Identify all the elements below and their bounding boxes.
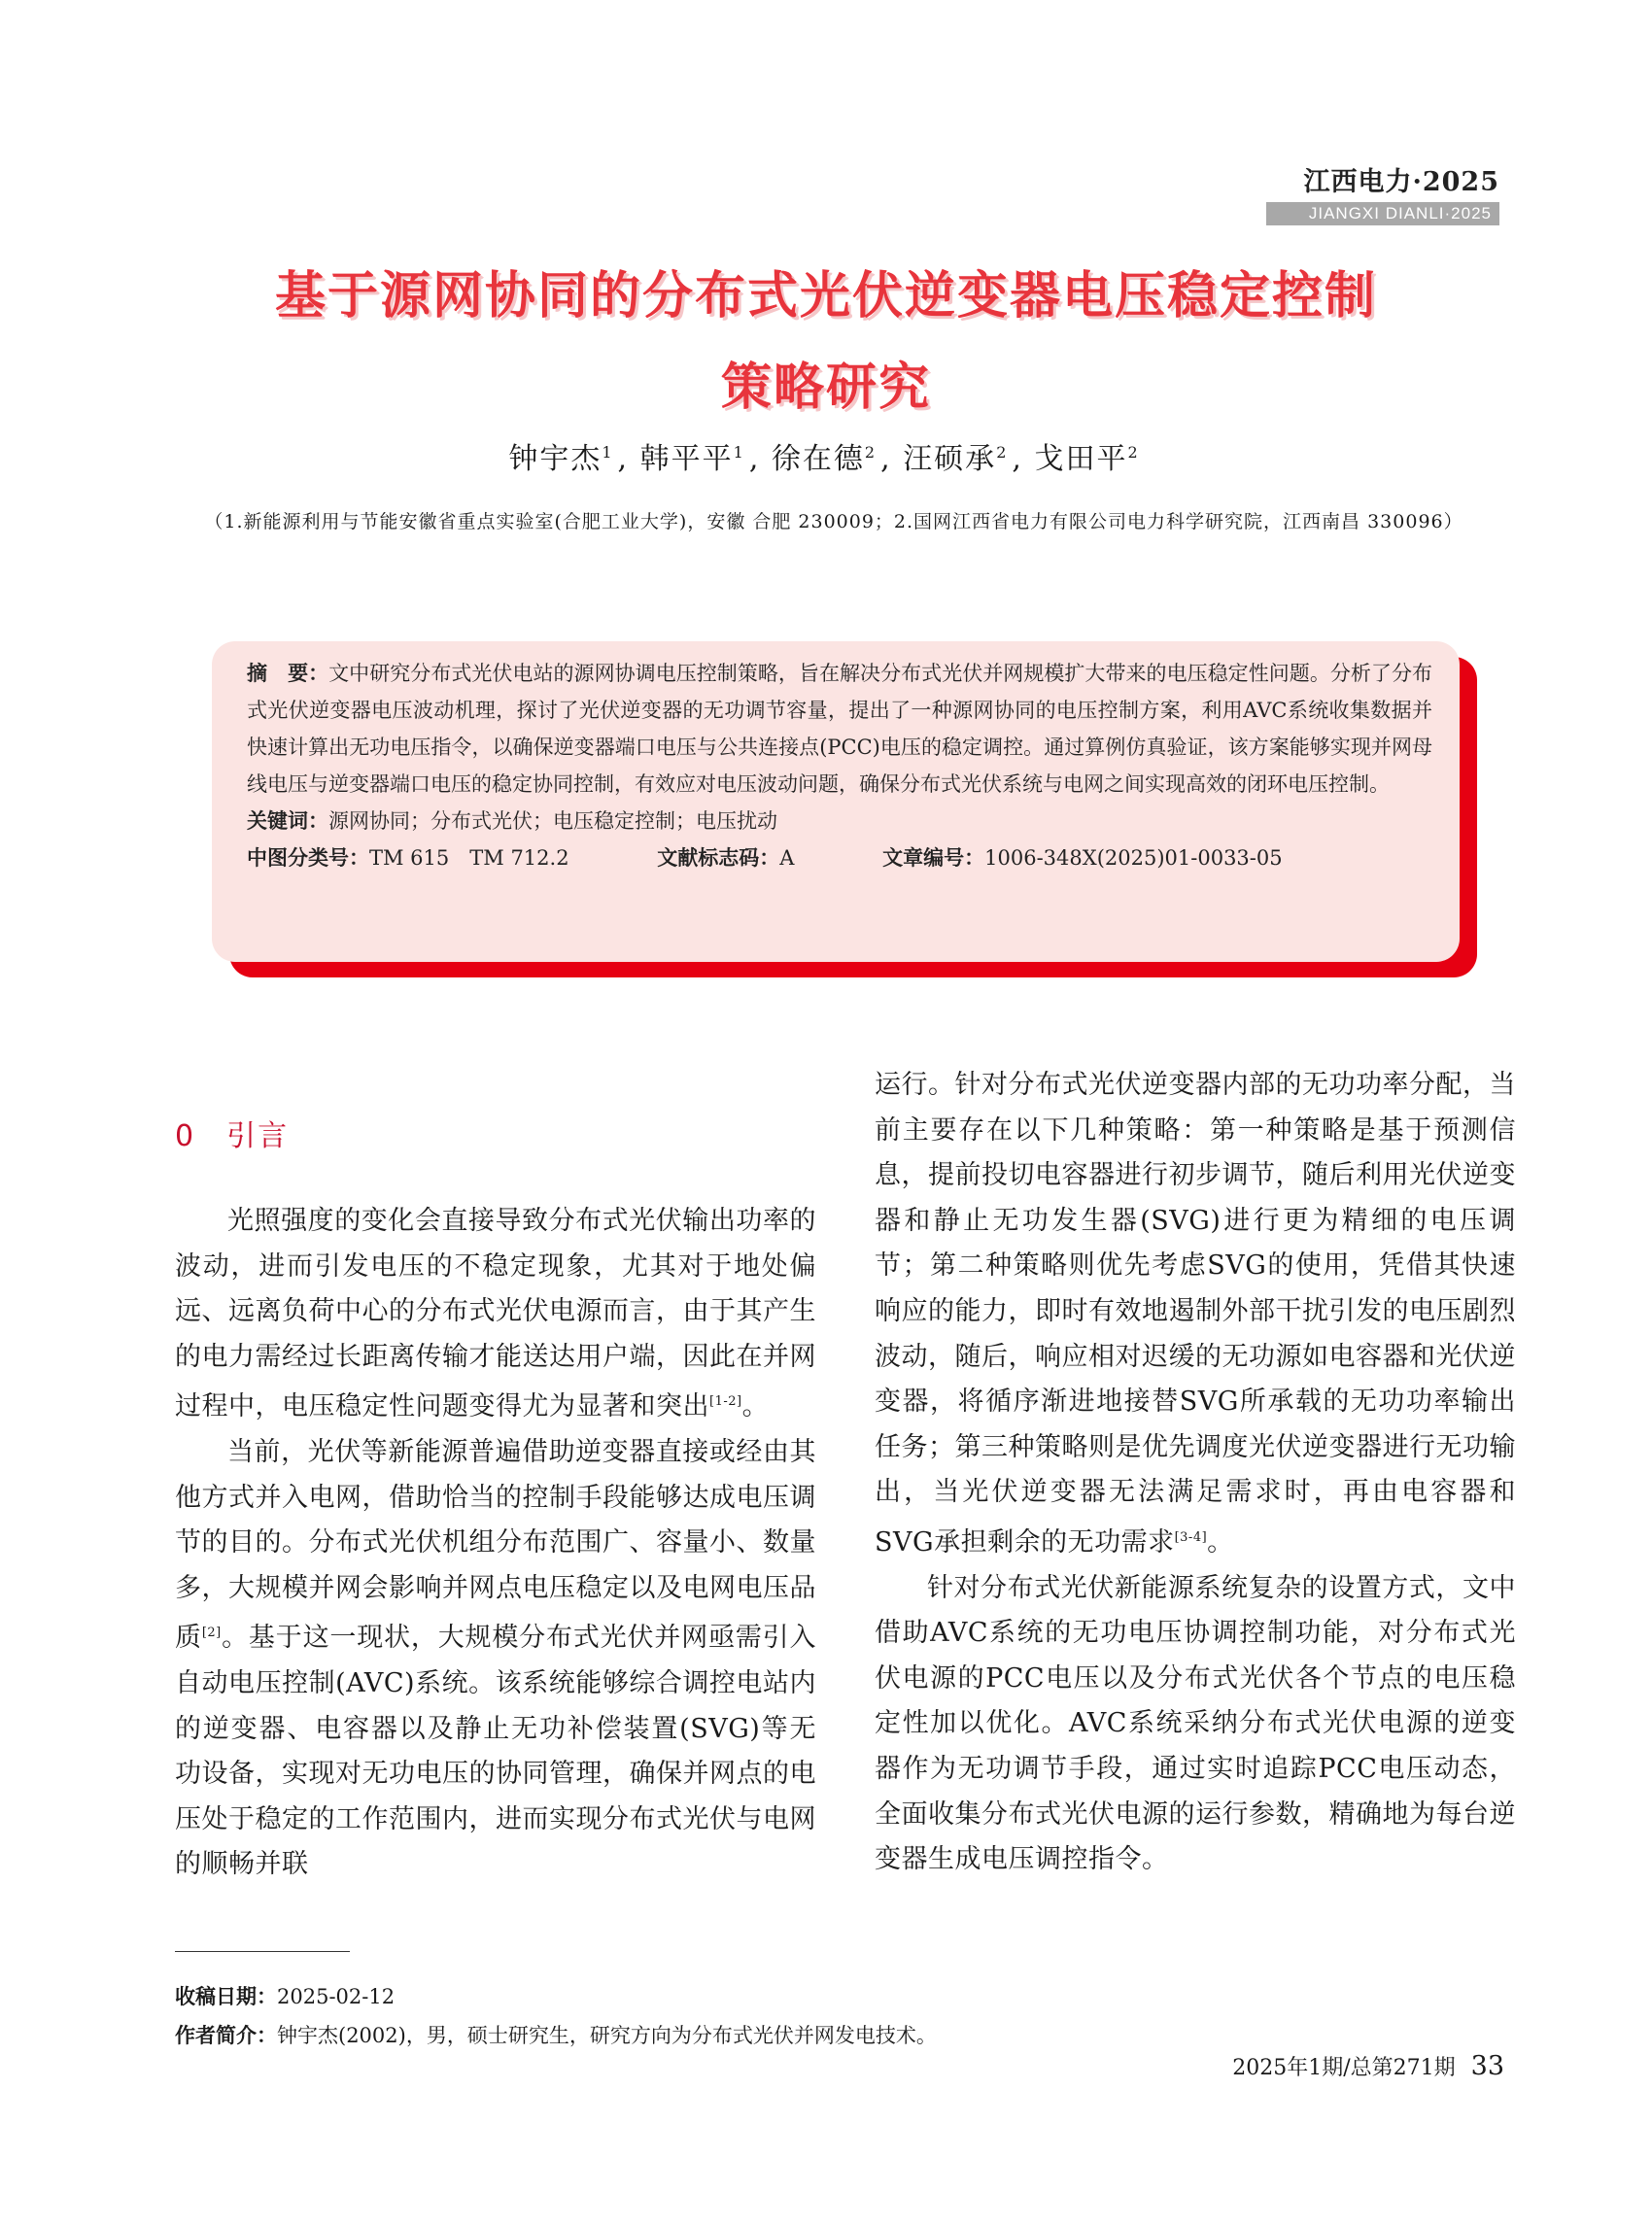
- paragraph-text: 光照强度的变化会直接导致分布式光伏输出功率的波动，进而引发电压的不稳定现象，尤其对于地处偏远、远离负荷中心的分布式光伏电源而言，由于其产生的电力需经过长距离传输才能送达用户端，因此在并网过程中，电压稳定性问题变得尤为显著和突出: [175, 1206, 816, 1422]
- section-heading: [175, 1112, 289, 1154]
- section-number: 0: [175, 1119, 196, 1153]
- affiliations: （1.新能源利用与节能安徽省重点实验室(合肥工业大学)，安徽 合肥 230009；2.国网江西省电力有限公司电力科学研究院，江西南昌 330096）: [204, 511, 1463, 532]
- journal-header: [1266, 165, 1499, 225]
- author-separator: ,: [1012, 442, 1023, 476]
- author-name: 汪硕承: [903, 442, 997, 476]
- body-paragraph-continued: [875, 1063, 1516, 1566]
- journal-name-cn: 江西电力·2025: [1303, 167, 1499, 197]
- received-value: 2025-02-12: [277, 1985, 396, 2008]
- abstract-text: 文中研究分布式光伏电站的源网协调电压控制策略，旨在解决分布式光伏并网规模扩大带来的电压稳定性问题。分析了分布式光伏逆变器电压波动机理，探讨了光伏逆变器的无功调节容量，提出了一种源网协同的电压控制方案，利用AVC系统收集数据并快速计算出无功电压指令，以确保逆变器端口电压与公共连接点(PCC)电压的稳定调控。通过算例仿真验证，该方案能够实现并网母线电压与逆变器端口电压的稳定协同控制，有效应对电压波动问题，确保分布式光伏系统与电网之间实现高效的闭环电压控制。: [247, 662, 1432, 796]
- author-affiliation-mark: 2: [864, 443, 878, 462]
- body-paragraph: [175, 1199, 816, 1430]
- author-name: 戈田平: [1034, 442, 1128, 476]
- body-paragraph: 针对分布式光伏新能源系统复杂的设置方式，文中借助AVC系统的无功电压协调控制功能，对分布式光伏电源的PCC电压以及分布式光伏各个节点的电压稳定性加以优化。AVC系统采纳分布式光伏电源的逆变器作为无功调节手段，通过实时追踪PCC电压动态，全面收集分布式光伏电源的运行参数，精确地为每台逆变器生成电压调控指令。: [875, 1572, 1516, 1875]
- paragraph-end: 。: [741, 1391, 770, 1422]
- doc-code-label: 文献标志码：: [657, 845, 780, 870]
- author-separator: ,: [880, 442, 892, 476]
- page-number: 33: [1470, 2051, 1504, 2081]
- paragraph-text: 当前，光伏等新能源普遍借助逆变器直接或经由其他方式并入电网，借助恰当的控制手段能够达成电压调节的目的。分布式光伏机组分布范围广、容量小、数量多，大规模并网会影响并网点电压稳定以及电网电压品质: [175, 1436, 816, 1654]
- footnote-divider: [175, 1951, 350, 1952]
- citation: [3-4]: [1174, 1529, 1208, 1545]
- article-number-item: [882, 846, 1323, 870]
- journal-name-en: JIANGXI DIANLI·2025: [1266, 202, 1499, 225]
- right-column: [875, 1063, 1516, 1883]
- received-date: [175, 1982, 1438, 2011]
- body-paragraph: [175, 1430, 816, 1888]
- abstract-label: 摘 要：: [247, 661, 329, 685]
- author-affiliation-mark: 2: [1127, 443, 1140, 462]
- paper-title-line2: 策略研究: [720, 359, 931, 417]
- author-separator: ,: [748, 442, 761, 476]
- clc-label: 中图分类号：: [247, 845, 369, 870]
- doc-code-value: A: [779, 846, 795, 870]
- author-name: 钟宇杰: [508, 442, 602, 476]
- clc-value: TM 615 TM 712.2: [369, 846, 569, 870]
- author-affiliation-mark: 1: [602, 443, 614, 462]
- paragraph-end: 。: [1207, 1526, 1234, 1558]
- paper-title-line1: 基于源网协同的分布式光伏逆变器电压稳定控制: [274, 267, 1377, 325]
- page-footer: [1232, 2052, 1504, 2083]
- bio-value: 钟宇杰(2002)，男，硕士研究生，研究方向为分布式光伏并网发电技术。: [277, 2024, 937, 2047]
- author-name: 韩平平: [639, 442, 734, 476]
- citation: [2]: [201, 1626, 222, 1641]
- author-bio: [175, 2021, 1438, 2050]
- paragraph-text: 运行。针对分布式光伏逆变器内部的无功功率分配，当前主要存在以下几种策略：第一种策略是基于预测信息，提前投切电容器进行初步调节，随后利用光伏逆变器和静止无功发生器(SVG)进行更为精细的电压调节；第二种策略则优先考虑SVG的使用，凭借其快速响应的能力，即时有效地遏制外部干扰引发的电压剧烈波动，随后，响应相对迟缓的无功源如电容器和光伏逆变器，将循序渐进地接替SVG所承载的无功功率输出任务；第三种策略则是优先调度光伏逆变器进行无功输出，当光伏逆变器无法满足需求时，再由电容器和SVG承担剩余的无功需求: [875, 1070, 1516, 1558]
- classification-line: [247, 839, 1432, 876]
- bio-label: 作者简介：: [175, 2023, 277, 2047]
- clc-item: [247, 846, 610, 870]
- article-number-value: 1006-348X(2025)01-0033-05: [984, 846, 1283, 870]
- article-number-label: 文章编号：: [882, 845, 985, 870]
- issue-info: 2025年1期/总第271期: [1232, 2056, 1456, 2080]
- keywords-label: 关键词：: [247, 808, 328, 833]
- keywords-text: 源网协同；分布式光伏；电压稳定控制；电压扰动: [328, 809, 777, 833]
- left-column: [175, 1199, 816, 1888]
- keywords-line: [247, 803, 1432, 839]
- citation: [1-2]: [709, 1394, 742, 1410]
- abstract-content: [247, 655, 1432, 876]
- author-affiliation-mark: 1: [733, 443, 745, 462]
- author-list: [146, 434, 1506, 477]
- received-label: 收稿日期：: [175, 1984, 277, 2008]
- section-title: 引言: [226, 1119, 290, 1153]
- paragraph-text: 。基于这一现状，大规模分布式光伏并网亟需引入自动电压控制(AVC)系统。该系统能够综合调控电站内的逆变器、电容器以及静止无功补偿装置(SVG)等无功设备，实现对无功电压的协同管理，确保并网点的电压处于稳定的工作范围内，进而实现分布式光伏与电网的顺畅并联: [175, 1623, 817, 1880]
- doc-code-item: [657, 846, 835, 870]
- abstract-paragraph: [247, 655, 1432, 803]
- author-separator: ,: [617, 442, 630, 476]
- author-affiliation-mark: 2: [996, 443, 1009, 462]
- author-name: 徐在德: [771, 442, 865, 476]
